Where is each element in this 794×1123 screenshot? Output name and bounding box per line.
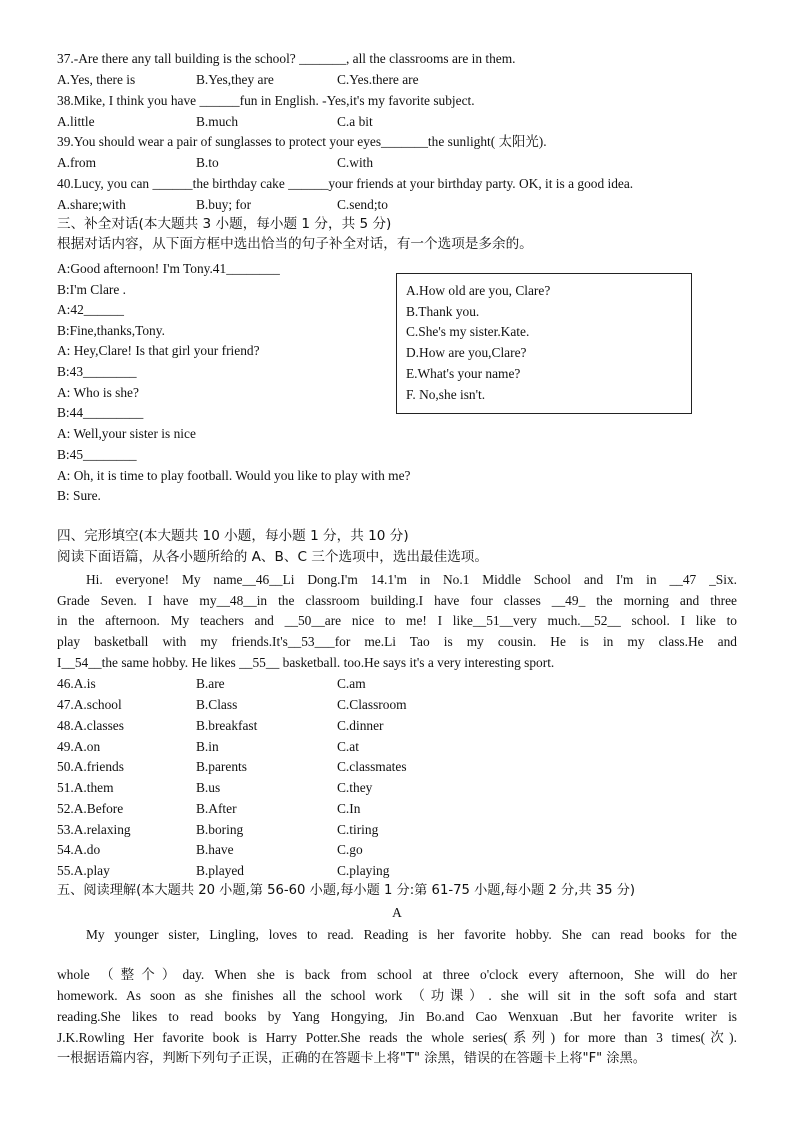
question-39: 39.You should wear a pair of sunglasses to protect your eyes_______the sunlight( 太阳光). [57,134,547,149]
cloze-47-b: B.Class [196,697,238,712]
dialogue-line: A: Hey,Clare! Is that girl your friend? [57,343,260,358]
reading-line: J.K.Rowling Her favorite book is Harry Potter.She reads the whole series(系列) for more than 3 times(次). [57,1030,737,1045]
cloze-51-a: 51.A.them [57,780,114,795]
option-39b: B.to [196,155,219,170]
passage-line: in the afternoon. My teachers and __50__are nice to me! I like__51__very much.__52__ school. I like to [57,613,737,628]
option-39c: C.with [337,155,374,170]
dialogue-line: B: Sure. [57,488,101,503]
cloze-54-a: 54.A.do [57,842,101,857]
cloze-47-c: C.Classroom [337,697,407,712]
cloze-48-c: C.dinner [337,718,384,733]
dialogue-line: B:43________ [57,364,137,379]
option-37b: B.Yes,they are [196,72,274,87]
cloze-50-b: B.parents [196,759,247,774]
cloze-55-a: 55.A.play [57,863,110,878]
dialogue-line: A:Good afternoon! I'm Tony.41________ [57,261,280,276]
cloze-51-c: C.they [337,780,373,795]
passage-line: Hi. everyone! My name__46__Li Dong.I'm 14.1'm in No.1 Middle School and I'm in __47 _Six. [86,572,737,587]
section4-instruction: 阅读下面语篇，从各小题所给的 A、B、C 三个选项中，选出最佳选项。 [57,549,488,565]
section3-instruction: 根据对话内容，从下面方框中选出恰当的句子补全对话，有一个选项是多余的。 [57,236,533,252]
cloze-48-a: 48.A.classes [57,718,124,733]
passage-line: play basketball with my friends.It's__53___for me.Li Tao is my cousin. He is in my class.He and [57,634,737,649]
cloze-46-b: B.are [196,676,225,691]
option-38a: A.little [57,114,95,129]
cloze-54-b: B.have [196,842,234,857]
dialogue-line: A: Oh, it is time to play football. Would you like to play with me? [57,468,411,483]
reading-line: My younger sister, Lingling, loves to read. Reading is her favorite hobby. She can read books for the [86,927,737,942]
cloze-52-c: C.In [337,801,361,816]
box-option: C.She's my sister.Kate. [406,324,530,339]
option-40b: B.buy; for [196,197,252,212]
cloze-49-b: B.in [196,739,219,754]
cloze-52-b: B.After [196,801,237,816]
reading-line: whole （整个）day. When she is back from school at three o'clock every afternoon, She will do her [57,967,737,982]
option-37c: C.Yes.there are [337,72,419,87]
box-option: E.What's your name? [406,366,521,381]
box-option: B.Thank you. [406,304,480,319]
question-40: 40.Lucy, you can ______the birthday cake ______your friends at your birthday party. OK, it is a good idea. [57,176,634,191]
option-39a: A.from [57,155,97,170]
option-40c: C.send;to [337,197,388,212]
option-38c: C.a bit [337,114,373,129]
cloze-55-c: C.playing [337,863,390,878]
passage-line: I__54__the same hobby. He likes __55__ basketball. too.He says it's a very interesting sport. [57,655,555,670]
cloze-46-a: 46.A.is [57,676,96,691]
cloze-48-b: B.breakfast [196,718,258,733]
section3-heading: 三、补全对话(本大题共 3 小题，每小题 1 分，共 5 分) [57,216,392,232]
cloze-53-c: C.tiring [337,822,379,837]
cloze-50-a: 50.A.friends [57,759,124,774]
box-option: A.How old are you, Clare? [406,283,551,298]
question-37: 37.-Are there any tall building is the school? _______, all the classrooms are in them. [57,51,516,66]
cloze-52-a: 52.A.Before [57,801,124,816]
dialogue-line: B:44_________ [57,405,144,420]
section5-heading: 五、阅读理解(本大题共 20 小题,第 56-60 小题,每小题 1 分:第 61-75 小题,每小题 2 分,共 35 分) [57,883,636,898]
part-label: A [392,905,402,920]
option-37a: A.Yes, there is [57,72,136,87]
dialogue-line: A:42______ [57,302,124,317]
cloze-54-c: C.go [337,842,363,857]
box-option: F. No,she isn't. [406,387,486,402]
section4-heading: 四、完形填空(本大题共 10 小题，每小题 1 分，共 10 分) [57,528,409,544]
section5-instruction: 一根据语篇内容，判断下列句子正误，正确的在答题卡上将"T" 涂黑，错误的在答题卡上将"F" 涂黑。 [57,1051,646,1066]
cloze-50-c: C.classmates [337,759,407,774]
option-38b: B.much [196,114,239,129]
reading-line: reading.She likes to read books by Yang Hongying, Jin Bo.and Cao Wenxuan .But her favorite writer is [57,1009,737,1024]
cloze-47-a: 47.A.school [57,697,122,712]
question-38: 38.Mike, I think you have ______fun in English. -Yes,it's my favorite subject. [57,93,475,108]
dialogue-line: B:I'm Clare . [57,282,126,297]
dialogue-line: B:Fine,thanks,Tony. [57,323,165,338]
cloze-51-b: B.us [196,780,221,795]
reading-line: homework. As soon as she finishes all the school work （功课）. she will sit in the soft sofa and start [57,988,737,1003]
cloze-53-b: B.boring [196,822,244,837]
dialogue-line: A: Who is she? [57,385,139,400]
dialogue-line: B:45________ [57,447,137,462]
cloze-53-a: 53.A.relaxing [57,822,131,837]
cloze-46-c: C.am [337,676,366,691]
option-40a: A.share;with [57,197,126,212]
cloze-49-c: C.at [337,739,359,754]
passage-line: Grade Seven. I have my__48__in the classroom building.I have four classes __49_ the morning and three [57,593,737,608]
box-option: D.How are you,Clare? [406,345,527,360]
cloze-49-a: 49.A.on [57,739,101,754]
cloze-55-b: B.played [196,863,244,878]
dialogue-line: A: Well,your sister is nice [57,426,196,441]
options-box [396,273,692,414]
